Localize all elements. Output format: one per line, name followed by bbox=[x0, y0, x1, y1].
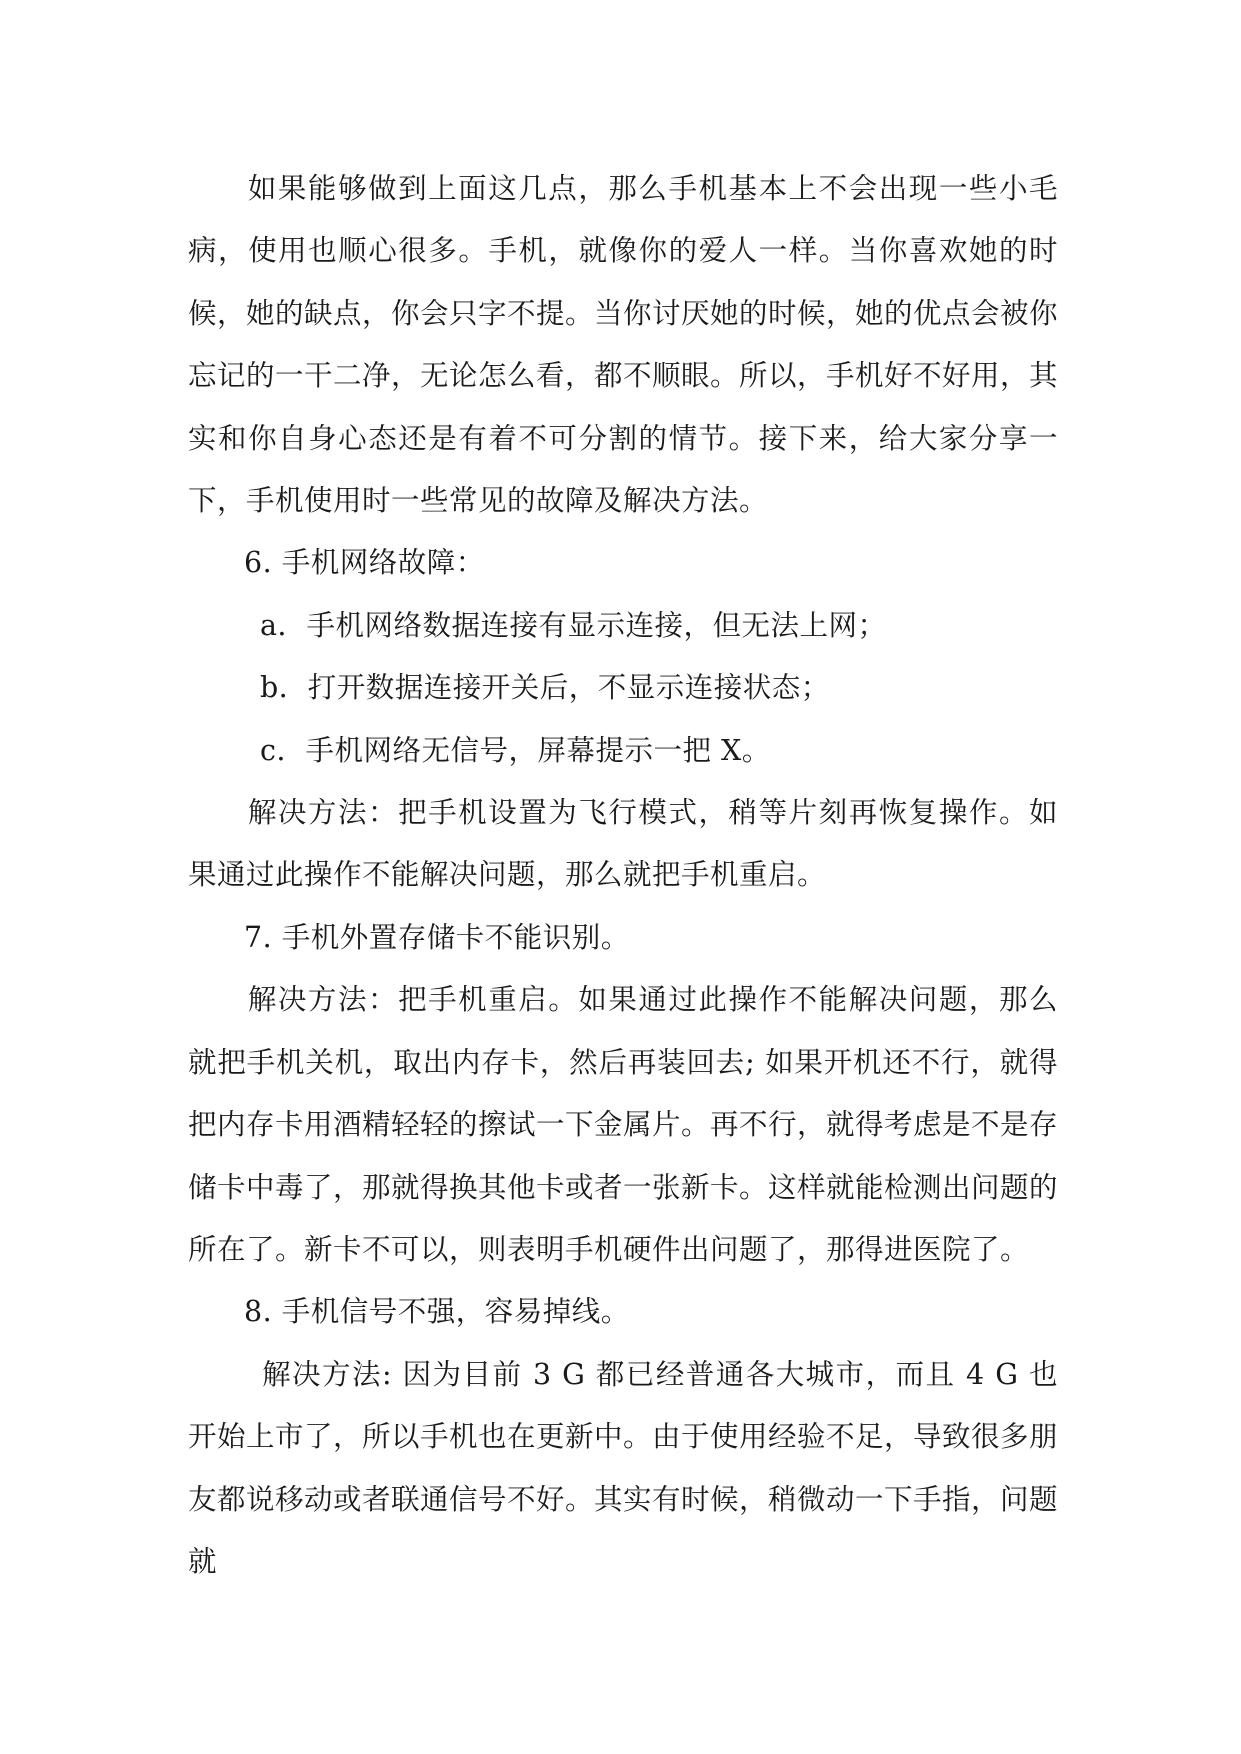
section-6-item-b: b．打开数据连接开关后，不显示连接状态； bbox=[260, 671, 830, 705]
section-6-heading: 6. 手机网络故障： bbox=[244, 546, 485, 580]
section-6-item-a: a．手机网络数据连接有显示连接，但无法上网； bbox=[260, 608, 887, 642]
section-7-solution: 解决方法：把手机重启。如果通过此操作不能解决问题，那么就把手机关机，取出内存卡，然后再装回去; 如果开机还不行，就得把内存卡用酒精轻轻的擦试一下金属片。再不行，就得考虑是不是存储卡中毒了，那就得换其他卡或者一张新卡。这样就能检测出问题的所在了。新卡不可以，则表明手机硬件出问题了，那得进医院了。 bbox=[188, 983, 1059, 1266]
section-8-heading: 8. 手机信号不强，容易掉线。 bbox=[244, 1295, 630, 1329]
section-8-solution: 解决方法: 因为目前 3 G 都已经普通各大城市，而且 4 G 也开始上市了，所以手机也在更新中。由于使用经验不足，导致很多朋友都说移动或者联通信号不好。其实有时候，稍微动一下手指，问题就 bbox=[188, 1357, 1059, 1578]
section-7-heading: 7. 手机外置存储卡不能识别。 bbox=[244, 920, 630, 954]
intro-paragraph: 如果能够做到上面这几点，那么手机基本上不会出现一些小毛病，使用也顺心很多。手机，就像你的爱人一样。当你喜欢她的时候，她的缺点，你会只字不提。当你讨厌她的时候，她的优点会被你忘记的一干二净，无论怎么看，都不顺眼。所以，手机好不好用，其实和你自身心态还是有着不可分割的情节。接下来，给大家分享一下，手机使用时一些常见的故障及解决方法。 bbox=[188, 172, 1059, 518]
document-body bbox=[188, 158, 1058, 1593]
section-6-item-c: c．手机网络无信号，屏幕提示一把 X。 bbox=[260, 733, 771, 767]
section-6-solution: 解决方法：把手机设置为飞行模式，稍等片刻再恢复操作。如果通过此操作不能解决问题，那么就把手机重启。 bbox=[188, 796, 1058, 892]
